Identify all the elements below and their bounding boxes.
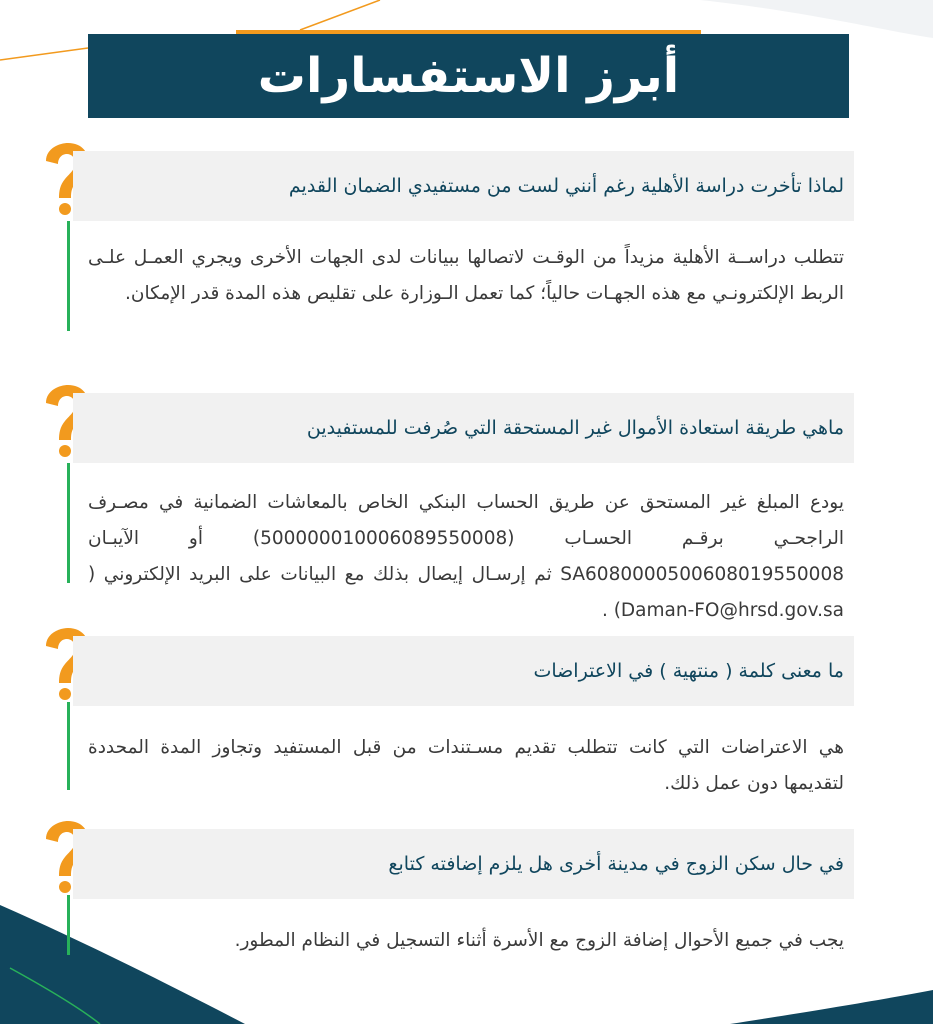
question-bar	[73, 393, 854, 463]
question-bar	[73, 151, 854, 221]
question-text: في حال سكن الزوج في مدينة أخرى هل يلزم إضافته كتابع	[388, 853, 844, 875]
answer-text: تتطلب دراســة الأهلية مزيداً من الوقـت لاتصالها ببيانات لدى الجهات الأخرى ويجري العمـل علـى الربط الإلكترونـي مع هذه الجهـات حالياً؛ كما تعمل الـوزارة على تقليص هذه المدة قدر الإمكان.	[88, 247, 844, 304]
question-bar	[73, 829, 854, 899]
question-text: ماهي طريقة استعادة الأموال غير المستحقة التي صُرفت للمستفيدين	[306, 417, 844, 439]
faq-item	[40, 630, 854, 810]
question-text: لماذا تأخرت دراسة الأهلية رغم أنني لست من مستفيدي الضمان القديم	[288, 175, 844, 197]
answer-text: يجب في جميع الأحوال إضافة الزوج مع الأسرة أثناء التسجيل في النظام المطور.	[234, 930, 844, 951]
title-banner	[88, 30, 849, 118]
page-title: أبرز الاستفسارات	[88, 34, 849, 118]
answer-accent-line	[67, 702, 70, 790]
faq-item	[40, 823, 854, 963]
answer-text: يودع المبلغ غير المستحق عن طريق الحساب البنكي الخاص بالمعاشات الضمانية في مصـرف الراجحـي برقـم الحسـاب (500000010006089550008) أو الآيبـان SA6080000500608019550008 ثم إرسـال إيصال بذلك مع البيانات على البريد الإلكتروني ( Daman-FO@hrsd.gov.sa) .	[88, 492, 844, 621]
question-bar	[73, 636, 854, 706]
answer-accent-line	[67, 221, 70, 331]
question-text: ما معنى كلمة ( منتهية ) في الاعتراضات	[533, 660, 844, 682]
answer-accent-line	[67, 895, 70, 955]
faq-item	[40, 387, 854, 627]
faq-item	[40, 145, 854, 345]
answer-accent-line	[67, 463, 70, 583]
answer-text: هي الاعتراضات التي كانت تتطلب تقديم مسـتندات من قبل المستفيد وتجاوز المدة المحددة لتقديمها دون عمل ذلك.	[88, 737, 844, 794]
